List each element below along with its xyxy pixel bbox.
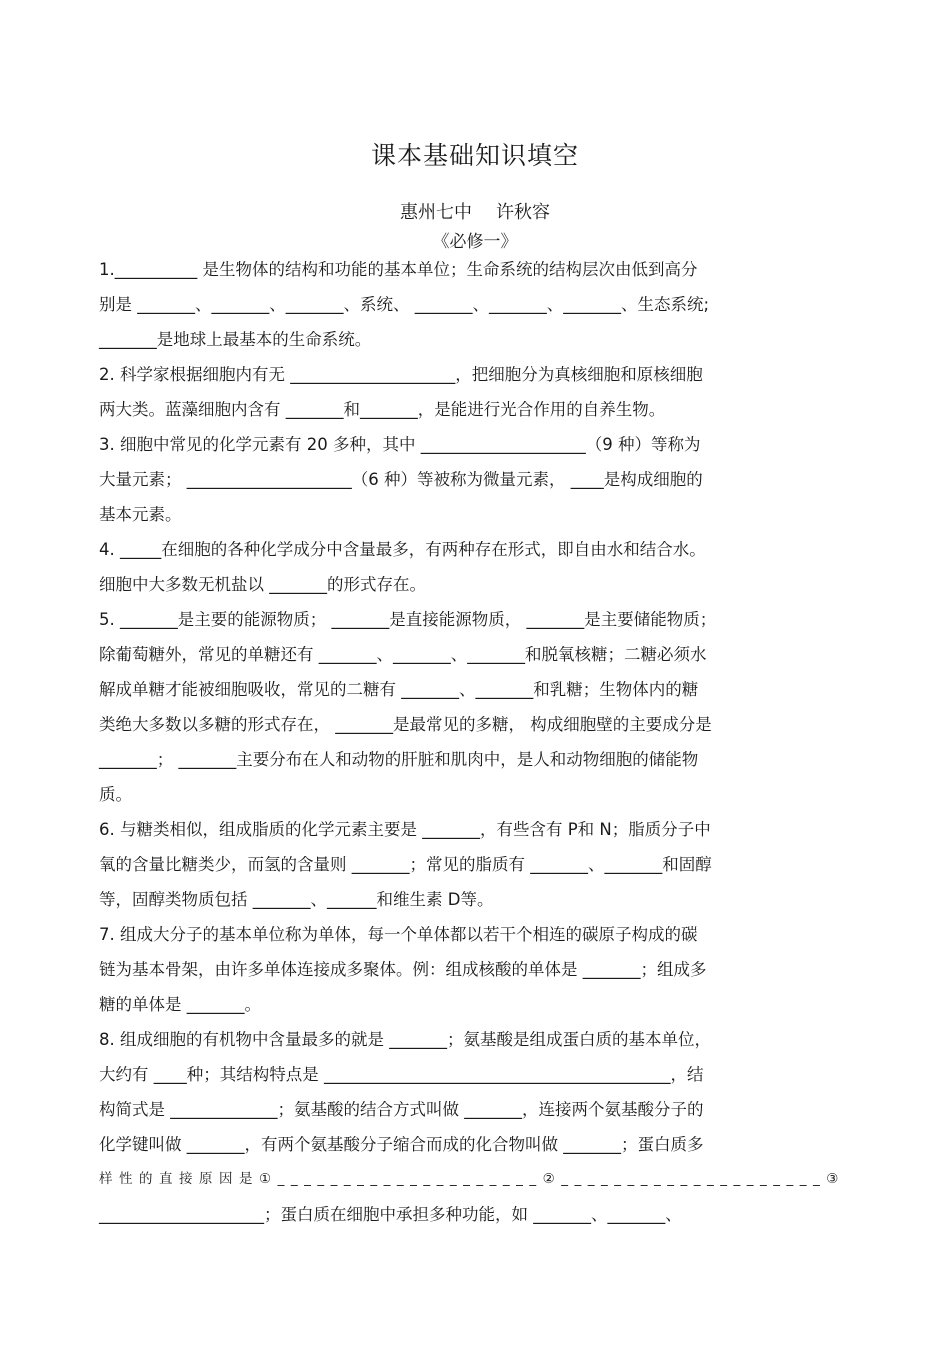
text-line: 7. 组成大分子的基本单位称为单体，每一个单体都以若干个相连的碳原子构成的碳 bbox=[99, 925, 698, 944]
text-line: 糖的单体是 _______。 bbox=[99, 995, 261, 1014]
text-line: 化学键叫做 _______，有两个氨基酸分子缩合而成的化合物叫做 _______；蛋白质多 bbox=[99, 1135, 704, 1154]
text-line: 别是 _______、_______、_______、系统、 _______、_______、_______、生态系统; bbox=[99, 295, 710, 314]
author-line bbox=[0, 198, 950, 224]
text-line: 除葡萄糖外，常见的单糖还有 _______、_______、_______和脱氧核糖；二糖必须水 bbox=[99, 645, 707, 664]
text-line: 质。 bbox=[99, 785, 132, 804]
text-line: 8. 组成细胞的有机物中含量最多的就是 _______；氨基酸是组成蛋白质的基本单位， bbox=[99, 1030, 711, 1049]
text-line: 链为基本骨架，由许多单体连接成多聚体。例：组成核酸的单体是 _______；组成多 bbox=[99, 960, 707, 979]
author-school: 惠州七中 bbox=[400, 202, 472, 223]
book-subtitle: 《必修一》 bbox=[432, 232, 518, 252]
text-line: 等，固醇类物质包括 _______、______和维生素 D等。 bbox=[99, 890, 494, 909]
text-line: 基本元素。 bbox=[99, 505, 182, 524]
text-line: _______； _______主要分布在人和动物的肝脏和肌肉中，是人和动物细胞的储能物 bbox=[99, 750, 699, 769]
text-line: 1.__________ 是生物体的结构和功能的基本单位；生命系统的结构层次由低到高分 bbox=[99, 260, 698, 279]
question-body bbox=[99, 252, 851, 1232]
text-line: _______是地球上最基本的生命系统。 bbox=[99, 330, 372, 349]
text-line: 细胞中大多数无机盐以 _______的形式存在。 bbox=[99, 575, 426, 594]
text-line: 类绝大多数以多糖的形式存在， _______是最常见的多糖， 构成细胞壁的主要成分是 bbox=[99, 715, 712, 734]
text-line: 构简式是 _____________；氨基酸的结合方式叫做 _______，连接两个氨基酸分子的 bbox=[99, 1100, 704, 1119]
text-line: 解成单糖才能被细胞吸收，常见的二糖有 _______、_______和乳糖；生物体内的糖 bbox=[99, 680, 699, 699]
text-line: 5. _______是主要的能源物质； _______是直接能源物质， _______是主要储能物质； bbox=[99, 610, 717, 629]
text-line: 氧的含量比糖类少，而氢的含量则 _______；常见的脂质有 _______、_______和固醇 bbox=[99, 855, 712, 874]
text-line: 4. _____在细胞的各种化学成分中含量最多，有两种存在形式，即自由水和结合水。 bbox=[99, 540, 706, 559]
text-line: 大量元素； ____________________（6 种）等被称为微量元素， ____是构成细胞的 bbox=[99, 470, 703, 489]
text-line: 3. 细胞中常见的化学元素有 20 多种，其中 ____________________（9 种）等称为 bbox=[99, 435, 701, 454]
document-title: 课本基础知识填空 bbox=[370, 141, 579, 170]
text-line: 样性的直接原因是①____________________②____________________③ bbox=[99, 1171, 845, 1187]
text-line: 大约有 ____种；其结构特点是 __________________________________________，结 bbox=[99, 1065, 704, 1084]
text-line: 6. 与糖类相似，组成脂质的化学元素主要是 _______，有些含有 P和 N；脂质分子中 bbox=[99, 820, 711, 839]
text-line: 2. 科学家根据细胞内有无 ____________________，把细胞分为真核细胞和原核细胞 bbox=[99, 365, 703, 384]
author-name: 许秋容 bbox=[496, 202, 550, 223]
text-line: ____________________；蛋白质在细胞中承担多种功能，如 _______、_______、 bbox=[99, 1205, 682, 1224]
text-line: 两大类。蓝藻细胞内含有 _______和_______，是能进行光合作用的自养生物。 bbox=[99, 400, 666, 419]
